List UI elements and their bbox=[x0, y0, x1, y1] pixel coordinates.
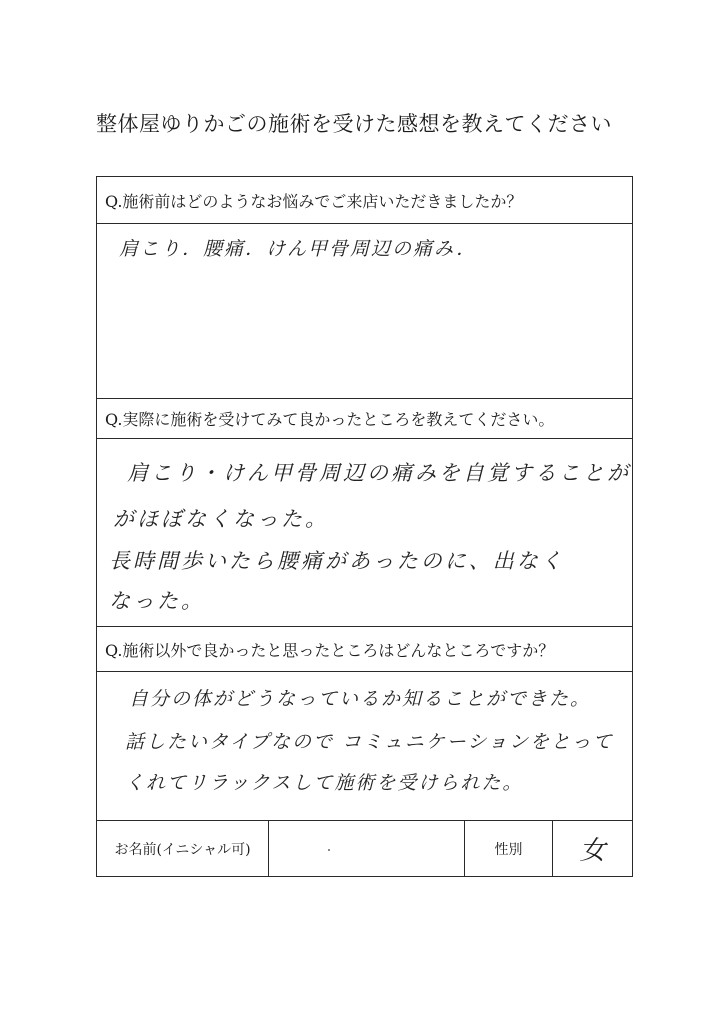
gender-label: 性別 bbox=[465, 821, 553, 876]
gender-value: 女 bbox=[579, 836, 606, 866]
question-3-label: Q.施術以外で良かったと思ったところはどんなところですか？ bbox=[97, 627, 632, 672]
answer-3-line-3: くれてリラックスして施術を受けられた。 bbox=[125, 772, 524, 794]
answer-2-line-2: がほぼなくなった。 bbox=[113, 507, 329, 531]
answer-3-line-2: 話したいタイプなので コミュニケーションをとって bbox=[125, 731, 614, 753]
answer-2-line-1: 肩こり・けん甲骨周辺の痛みを自覚することが bbox=[127, 461, 631, 485]
question-1-answer bbox=[97, 224, 632, 399]
question-1-label: Q.施術前はどのようなお悩みでご来店いただきましたか？ bbox=[97, 177, 632, 224]
answer-2-line-3: 長時間歩いたら腰痛があったのに、出なく bbox=[109, 549, 565, 573]
answer-3-line-1: 自分の体がどうなっているか知ることができた。 bbox=[129, 688, 592, 710]
survey-form bbox=[96, 176, 633, 877]
page-title: 整体屋ゆりかごの施術を受けた感想を教えてください bbox=[96, 112, 612, 136]
question-2-label: Q.実際に施術を受けてみて良かったところを教えてください。 bbox=[97, 399, 632, 439]
respondent-info-row bbox=[97, 821, 632, 876]
name-field[interactable] bbox=[269, 821, 465, 876]
question-3-answer bbox=[97, 672, 632, 821]
pen-mark bbox=[328, 849, 330, 851]
gender-field[interactable] bbox=[553, 821, 632, 876]
answer-1-line-1: 肩こり．腰痛．けん甲骨周辺の痛み． bbox=[119, 238, 478, 260]
question-2-answer bbox=[97, 439, 632, 627]
name-label: お名前(イニシャル可) bbox=[97, 821, 269, 876]
answer-2-line-4: なった。 bbox=[109, 589, 205, 613]
